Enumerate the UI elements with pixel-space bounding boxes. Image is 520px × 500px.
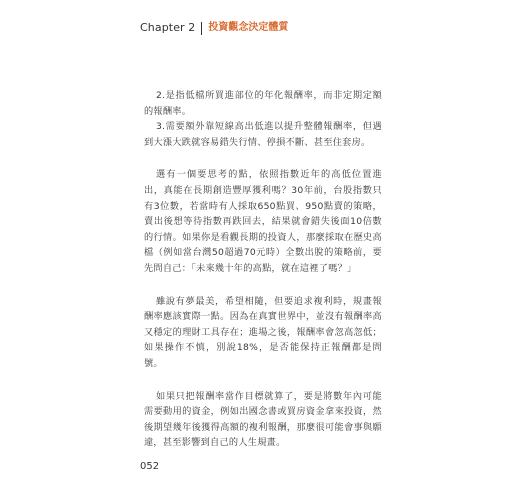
header-divider [201,22,202,35]
paragraph-conclusion: 如果只把報酬率當作目標就算了，要是將數年內可能需要動用的資金，例如出國念書或買房資金拿來投資，然後期望幾年後獲得高額的複利報酬，那麼很可能會事與願違，甚至影響到自己的人生規畫。 [144,390,382,449]
paragraph-point-2: 2.是指低檔所買進部位的年化報酬率，而非定期定額的報酬率。 [144,90,382,117]
page-header [140,21,288,35]
body-text [144,88,382,451]
paragraph-realistic-return: 雖說有夢最美，希望相隨，但要追求複利時，規畫報酬率應該實際一點。因為在真實世界中，並沒有報酬率高又穩定的理財工具存在；進場之後，報酬率會忽高忽低；如果操作不慎，別說18%，是否能保持正報酬都是問號。 [144,295,382,369]
paragraph-point-3: 3.需要額外靠短線高出低進以提升整體報酬率，但遇到大漲大跌就容易錯失行情、停損不斷、甚至住套房。 [144,121,382,148]
page-number: 052 [140,461,160,472]
chapter-label: Chapter 2 [140,21,196,34]
chapter-title: 投資觀念決定體質 [208,22,289,33]
paragraph-long-term: 選有一個要思考的點，依照指數近年的高低位置進出，真能在長期創造豐厚獲利嗎？30年前，台股指數只有3位數，若當時有人採取650點買、950點賣的策略，賣出後想等待指數再跌回去，結果就會錯失後面10倍數的行情。如果你是看觀長期的投資人，那麼採取在歷史高檔（例如當台灣50超過70元時）全數出脫的策略前，要先問自己：「未來幾十年的高點，就在這裡了嗎？」 [144,169,382,274]
